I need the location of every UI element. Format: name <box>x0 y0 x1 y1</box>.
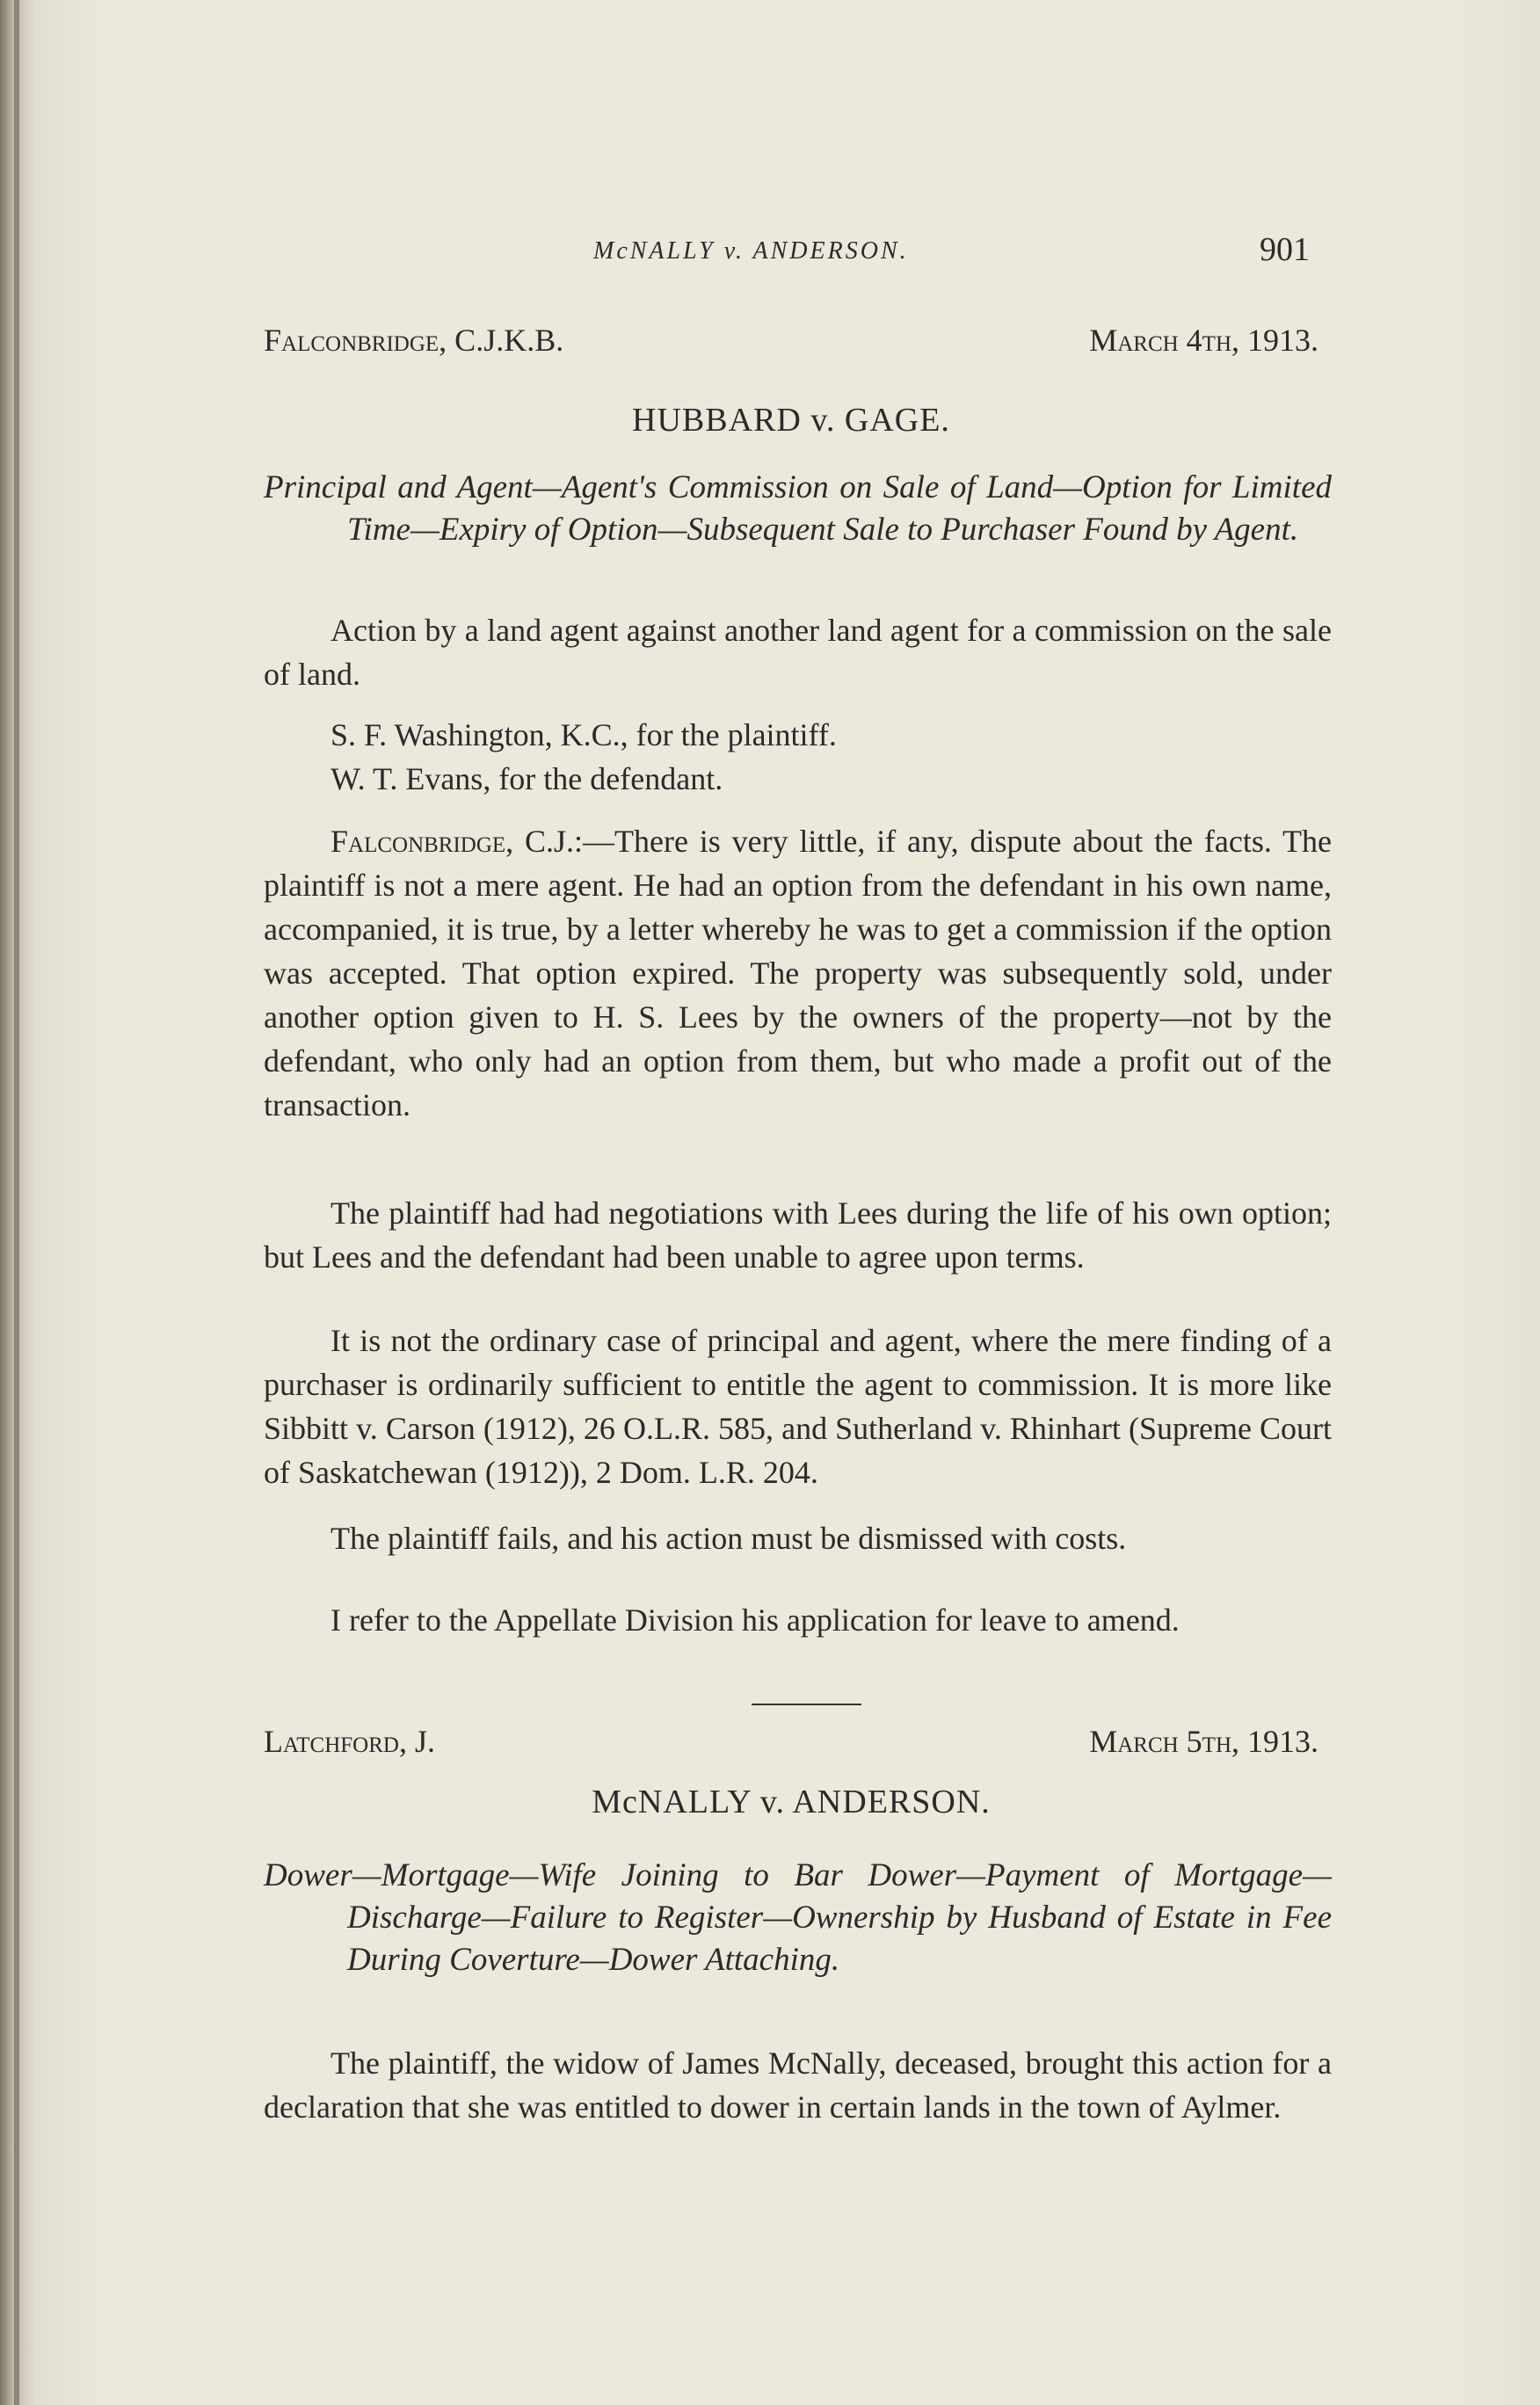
case2-judge: Latchford, J. <box>264 1724 435 1759</box>
case1-title: HUBBARD v. GAGE. <box>632 402 950 439</box>
case1-para1-text: :—There is very little, if any, dispute about the facts. The plaintiff is not a mere agent. He had an option from the defendant in his own name, accompanied, it is true, by a letter whereby he was to get a commission if the option was accepted. That option expired. The property was subsequently sold, under another option given to H. S. Lees by the owners of the property—not by the defendant, who only had an option from them, but who made a profit out of the transaction. <box>264 824 1332 1123</box>
case1-header-row <box>264 322 1318 366</box>
case1-opening-judge: Falconbridge, C.J. <box>331 824 575 859</box>
case2-date: March 5th, 1913. <box>1089 1724 1318 1759</box>
case2-headnote: Dower—Mortgage—Wife Joining to Bar Dower—Payment of Mortgage—Discharge—Failure to Register—Ownership by Husband of Estate in Fee During Coverture—Dower Attaching. <box>264 1857 1332 1978</box>
case1-paragraph-5: I refer to the Appellate Division his application for leave to amend. <box>331 1602 1180 1638</box>
case1-paragraph-2: The plaintiff had had negotiations with Lees during the life of his own option; but Lees and the defendant had been unable to agree upon terms. <box>264 1195 1332 1275</box>
book-spine-shadow <box>14 0 19 2405</box>
case1-summary: Action by a land agent against another land agent for a commission on the sale of land. <box>264 613 1332 692</box>
page-number: 901 <box>1260 231 1310 268</box>
case1-counsel-plaintiff: S. F. Washington, K.C., for the plaintiff. <box>331 717 837 752</box>
case2-paragraph-1: The plaintiff, the widow of James McNally, deceased, brought this action for a declaration that she was entitled to dower in certain lands in the town of Aylmer. <box>264 2045 1332 2125</box>
case1-paragraph-4: The plaintiff fails, and his action must be dismissed with costs. <box>331 1521 1127 1556</box>
case1-judge: Falconbridge, C.J.K.B. <box>264 323 564 358</box>
case2-header-row <box>264 1723 1318 1767</box>
section-divider <box>752 1704 861 1705</box>
case2-title: McNALLY v. ANDERSON. <box>592 1784 991 1820</box>
running-head-title: McNALLY v. ANDERSON. <box>593 237 909 265</box>
running-head <box>264 231 1310 281</box>
case1-counsel-defendant: W. T. Evans, for the defendant. <box>331 761 723 796</box>
case1-headnote: Principal and Agent—Agent's Commission on Sale of Land—Option for Limited Time—Expiry of Option—Subsequent Sale to Purchaser Found by Agent. <box>264 469 1332 548</box>
case1-date: March 4th, 1913. <box>1089 323 1318 358</box>
case1-paragraph-1 <box>264 819 1332 1127</box>
case1-paragraph-3: It is not the ordinary case of principal and agent, where the mere finding of a purchaser is ordinarily sufficient to entitle the agent to commission. It is more like Sibbitt v. Carson (1912), 26 O.L.R. 585, and Sutherland v. Rhinhart (Supreme Court of Saskatchewan (1912)), 2 Dom. L.R. 204. <box>264 1323 1332 1490</box>
